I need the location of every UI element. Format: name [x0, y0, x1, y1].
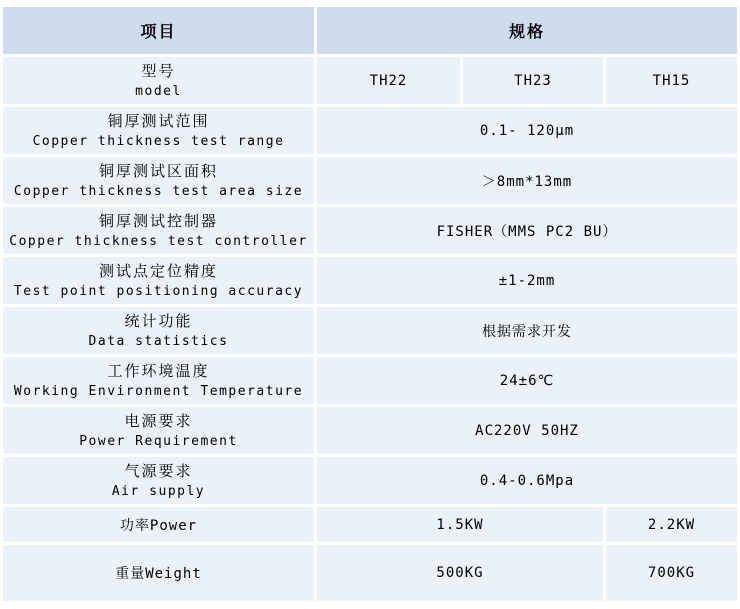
power-row-label: 功率Power	[3, 507, 314, 542]
row-label-en: Working Environment Temperature	[13, 383, 304, 399]
row-label	[3, 157, 314, 204]
row-label	[3, 357, 314, 404]
row-label-zh: 测试点定位精度	[98, 261, 218, 280]
row-label	[3, 457, 314, 504]
table-row	[3, 257, 737, 304]
row-label-en: Test point positioning accuracy	[13, 283, 304, 299]
table-row	[3, 107, 737, 154]
row-value: 0.4-0.6Mpa	[317, 457, 737, 504]
row-label-en: Copper thickness test range	[32, 133, 285, 149]
weight-row-label: 重量Weight	[3, 545, 314, 601]
model-value-th22: TH22	[317, 57, 460, 104]
specification-table	[0, 4, 740, 604]
weight-value-left: 500KG	[317, 545, 603, 601]
row-value: ±1-2mm	[317, 257, 737, 304]
power-value-right: 2.2KW	[606, 507, 737, 542]
weight-value-right: 700KG	[606, 545, 737, 601]
row-label	[3, 257, 314, 304]
row-label	[3, 107, 314, 154]
row-label-zh: 铜厚测试范围	[107, 111, 210, 130]
row-label	[3, 207, 314, 254]
row-label-en: Air supply	[111, 483, 206, 499]
table-row	[3, 357, 737, 404]
model-value-th15: TH15	[606, 57, 737, 104]
model-label-zh: 型号	[141, 61, 176, 80]
table-row	[3, 407, 737, 454]
row-label-en: Copper thickness test area size	[13, 183, 304, 199]
row-label	[3, 307, 314, 354]
row-label-en: Power Requirement	[79, 433, 238, 449]
row-label-zh: 铜厚测试控制器	[98, 211, 218, 230]
row-value: FISHER（MMS PC2 BU）	[317, 207, 737, 254]
header-cell-item: 项目	[3, 7, 314, 54]
table-row	[3, 207, 737, 254]
model-label-en: model	[135, 83, 182, 99]
row-label-zh: 统计功能	[124, 311, 193, 330]
header-cell-spec: 规格	[317, 7, 737, 54]
row-value: ＞8mm*13mm	[317, 157, 737, 204]
row-value: 根据需求开发	[317, 307, 737, 354]
row-value: 24±6℃	[317, 357, 737, 404]
model-row	[3, 57, 737, 104]
row-label-en: Copper thickness test controller	[9, 233, 308, 249]
row-label	[3, 407, 314, 454]
power-value-left: 1.5KW	[317, 507, 603, 542]
table-row	[3, 157, 737, 204]
row-label-zh: 电源要求	[124, 411, 193, 430]
model-row-label	[3, 57, 314, 104]
table-row	[3, 457, 737, 504]
row-label-zh: 工作环境温度	[107, 361, 210, 380]
row-label-zh: 气源要求	[124, 461, 193, 480]
table-row	[3, 307, 737, 354]
row-label-zh: 铜厚测试区面积	[98, 161, 218, 180]
table-header-row	[3, 7, 737, 54]
row-label-en: Data statistics	[88, 333, 229, 349]
row-value: AC220V 50HZ	[317, 407, 737, 454]
weight-row	[3, 545, 737, 601]
row-value: 0.1- 120μm	[317, 107, 737, 154]
power-row	[3, 507, 737, 542]
model-value-th23: TH23	[463, 57, 603, 104]
